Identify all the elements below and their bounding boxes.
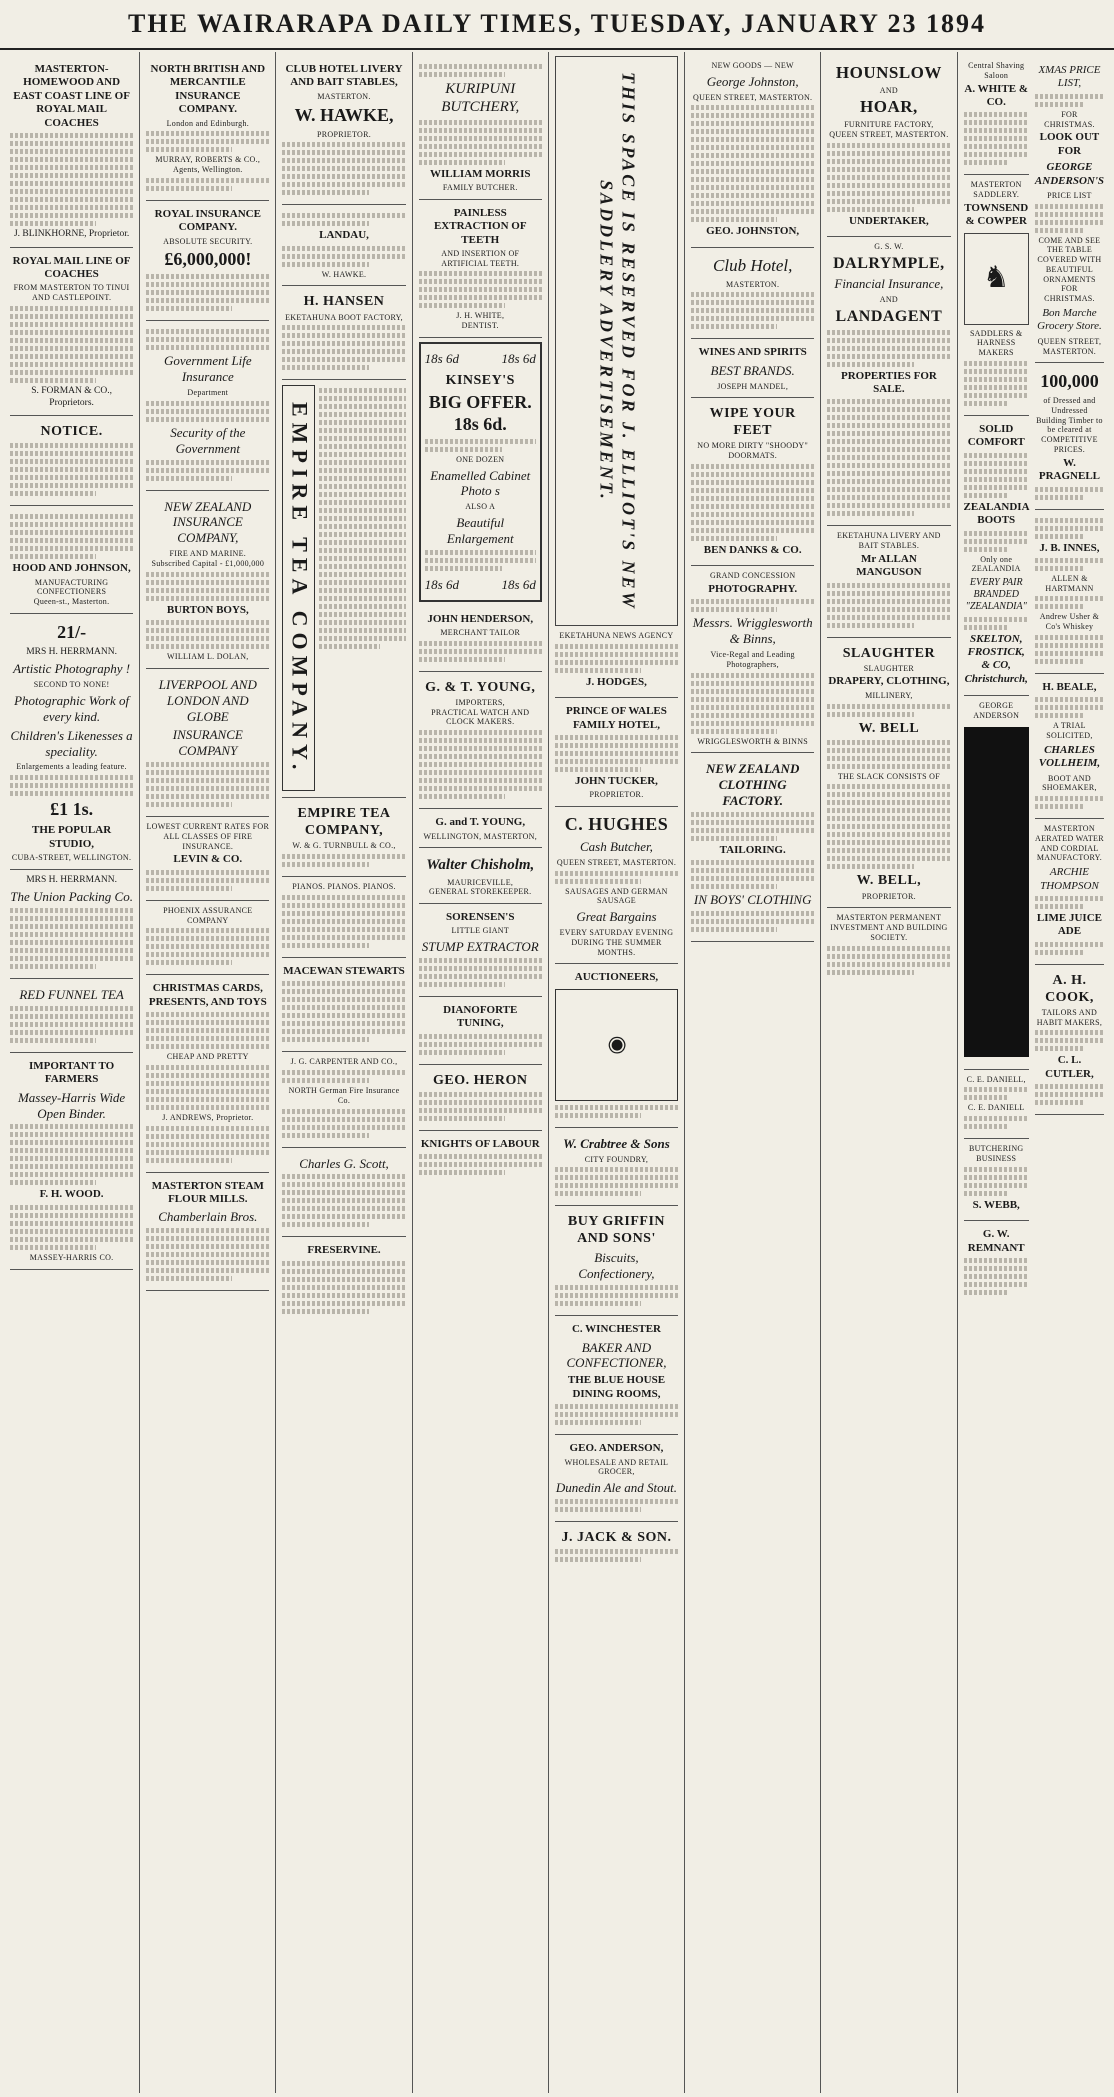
ad-subheading: WELLINGTON, MASTERTON, [423, 831, 538, 841]
macewan-ad [282, 958, 405, 1052]
ad-heading: BURTON BOYS, [166, 603, 249, 616]
solid-comfort-ad [964, 416, 1029, 696]
ad-line: Photographic Work of every kind. [14, 692, 130, 724]
flour-mills-ad [146, 1173, 269, 1292]
ad-role: PRACTICAL WATCH AND CLOCK MAKERS. [431, 707, 530, 727]
ad-location: Queen-st., Masterton. [33, 597, 110, 607]
wines-spirits-ad [691, 339, 814, 398]
prince-of-wales-ad [555, 698, 678, 807]
ad-subheading: TAILORS AND HABIT MAKERS, [1036, 1007, 1103, 1027]
empire-tea-vertical-ad [282, 380, 405, 798]
company-seal-icon: ◉ [601, 1028, 631, 1060]
reserved-space-ad [555, 56, 678, 626]
henderson-ad [419, 606, 542, 672]
ad-subheading: TAILORING. [719, 844, 786, 857]
binder-ad [10, 1053, 133, 1270]
ad-title: DRAPERY, CLOTHING, [828, 675, 950, 688]
confectioners-ad [10, 506, 133, 614]
reserved-space-text: THIS SPACE IS RESERVED FOR J. ELLIOT'S NEW SADDLERY ADVERTISEMENT. [596, 71, 639, 611]
butchering-ad [964, 1139, 1029, 1221]
ad-heading: WIPE YOUR FEET [709, 406, 796, 439]
livery-stables-ad [827, 526, 950, 637]
ad-subheading: THE SLACK CONSISTS OF [837, 771, 940, 781]
ad-subheading: PHOTOGRAPHY. [708, 583, 798, 596]
ad-heading: AUCTIONEERS, [574, 971, 659, 984]
ad-heading: MASTERTON AERATED WATER AND CORDIAL MANUFACTORY. [1035, 824, 1104, 863]
ad-title: LOOK OUT FOR [1039, 131, 1100, 157]
ad-studio: THE POPULAR STUDIO, [32, 824, 112, 850]
freservine-ad [282, 1237, 405, 1322]
ad-name: Mr ALLAN MANGUSON [856, 552, 922, 579]
phoenix-ad [146, 901, 269, 976]
ad-name: BEN DANKS & CO. [703, 543, 802, 556]
anderson-black-ad [964, 696, 1029, 1070]
ad-line: Beautiful Enlargement [446, 515, 514, 546]
union-packing-ad [10, 870, 133, 979]
ad-heading: COME AND SEE [1038, 235, 1101, 245]
ad-name: ARCHIE THOMPSON [1040, 866, 1099, 892]
building-society-ad [827, 908, 950, 983]
ad-subheading: MASTERTON. [726, 279, 780, 289]
cook-tailor-ad [1035, 965, 1104, 1115]
remnant-ad [964, 1221, 1029, 1304]
ad-heading: G. & T. YOUNG, [425, 679, 536, 695]
ad-line: Security of the Government [170, 424, 246, 456]
ad-line: MILLINERY, [865, 690, 913, 700]
kinsey-offer-ad [419, 342, 542, 602]
ad-subheading: MANUFACTURING CONFECTIONERS [34, 577, 109, 597]
ad-subheading: FAMILY BUTCHER. [442, 183, 518, 192]
ad-heading: NEW ZEALAND INSURANCE COMPANY, [164, 498, 252, 546]
ad-title: LANDAGENT [835, 308, 943, 325]
ad-heading: NOTICE. [40, 424, 103, 440]
price: £1 1s. [50, 799, 94, 820]
ad-heading: LIME JUICE ADE [1036, 911, 1102, 938]
ad-heading: G. S. W. [874, 242, 904, 252]
ad-heading: ALLEN & HARTMANN [1045, 573, 1094, 593]
ad-heading: DIANOFORTE TUNING, [443, 1004, 518, 1030]
ad-name: H. HANSEN [303, 294, 385, 310]
ad-heading: XMAS PRICE LIST, [1038, 64, 1101, 90]
ad-name: JOHN HENDERSON, [427, 612, 534, 625]
ad-subheading: EKETAHUNA BOOT FACTORY, [285, 312, 403, 322]
photography-ad [10, 614, 133, 870]
ad-heading: J. G. CARPENTER AND CO., [290, 1057, 398, 1067]
hughes-butcher-ad [555, 807, 678, 964]
innes-ad [1035, 510, 1104, 674]
ad-heading: MACEWAN STEWARTS [283, 964, 405, 977]
ad-heading: GEO. ANDERSON, [569, 1442, 664, 1455]
clothing-factory-ad [691, 753, 814, 942]
ad-heading: PAINLESS EXTRACTION OF TEETH [433, 206, 527, 246]
ad-role: GENERAL STOREKEEPER. [429, 887, 532, 897]
ad-name: H. BEALE, [1042, 680, 1097, 693]
column-5 [549, 52, 685, 2093]
ad-line: Children's Likenesses a speciality. [10, 727, 133, 759]
ad-role: MERCHANT TAILOR [440, 628, 521, 638]
dentist-ad [419, 200, 542, 338]
ad-signature: J. BLINKHORNE, Proprietor. [13, 229, 130, 240]
ad-heading: NEW GOODS — NEW [711, 61, 794, 70]
saddle-icon: ♞ [964, 233, 1029, 325]
ad-connector: AND [879, 85, 899, 95]
ad-location: QUEEN STREET, MASTERTON. [1037, 336, 1102, 356]
ad-heading: LIVERPOOL AND LONDON AND GLOBE [158, 676, 257, 724]
anderson-grocer-ad [555, 1435, 678, 1522]
ad-subheading: Biscuits, Confectionery, [578, 1250, 655, 1282]
ad-line: Enlargements a leading feature. [16, 762, 127, 772]
chisholm-ad [419, 848, 542, 904]
ad-subheading: WHOLESALE AND RETAIL GROCER, [564, 1457, 669, 1477]
ad-subheading: SADDLERS & HARNESS MAKERS [969, 328, 1023, 358]
auctioneers-ad [555, 964, 678, 1127]
christmas-cards-ad [146, 975, 269, 1172]
ad-title: BIG OFFER. 18s 6d. [428, 391, 532, 434]
ad-subheading: CITY FOUNDRY, [584, 1154, 649, 1164]
ad-subheading: SLAUGHTER [863, 663, 915, 673]
ad-subheading: Financial Insurance, [834, 276, 944, 292]
ad-name: HOAR, [860, 97, 918, 117]
ad-heading: MASTERTON-HOMEWOOD AND EAST COAST LINE OF ROYAL MAIL COACHES [13, 63, 130, 129]
ad-line: ALSO A [465, 502, 496, 512]
ad-heading: Charles G. Scott, [299, 1155, 389, 1171]
ad-line: Enamelled Cabinet Photo s [430, 467, 531, 499]
ad-subheading: FROM MASTERTON TO TINUI AND CASTLEPOINT. [13, 283, 130, 303]
column-7 [821, 52, 957, 2093]
ad-heading: CHARLES VOLLHEIM, [1038, 743, 1101, 770]
ad-title: MASSEY-HARRIS CO. [29, 1252, 114, 1262]
ad-heading: GEORGE ANDERSON [973, 701, 1020, 720]
ad-subheading: of Dressed and Undressed Building Timber to be cleared at [1036, 396, 1103, 435]
ad-heading: MASTERTON STEAM FLOUR MILLS. [151, 1179, 264, 1205]
dalrymple-ad [827, 237, 950, 526]
liverpool-ad [146, 669, 269, 817]
ad-heading: C. E. DANIELL, [966, 1074, 1026, 1084]
saddlery-ad [964, 175, 1029, 416]
north-british-ad [146, 56, 269, 201]
ad-heading: SORENSEN'S [446, 911, 515, 924]
doormats-ad [691, 398, 814, 566]
ad-subheading: J. ANDREWS, Proprietor. [162, 1112, 254, 1122]
ad-heading: GEO. HERON [433, 1072, 528, 1088]
ad-name: J. H. WHITE, [456, 311, 505, 321]
column-2 [140, 52, 276, 2093]
ink-blot [964, 727, 1029, 1057]
ad-heading: EKETAHUNA LIVERY AND BAIT STABLES. [837, 531, 941, 551]
kuripuni-ad [419, 56, 542, 200]
ad-title: IN BOYS' CLOTHING [693, 892, 812, 908]
ad-heading: PROPERTIES FOR SALE. [840, 369, 937, 395]
ad-heading: KNIGHTS OF LABOUR [420, 1137, 540, 1150]
ad-name: SKELTON, FROSTICK, & CO, Christchurch, [964, 632, 1028, 685]
column-3 [276, 52, 412, 2093]
ad-heading: FRESERVINE. [307, 1244, 381, 1257]
price: 18s 6d [501, 576, 536, 592]
ad-subheading: Cash Butcher, [579, 839, 653, 855]
column-8b [1035, 56, 1104, 2089]
ad-subheading: BAKER AND CONFECTIONER, [566, 1339, 667, 1371]
ad-name: J. B. INNES, [1039, 541, 1100, 554]
ad-subheading: Vice-Regal and Leading Photographers, [710, 650, 795, 669]
club-hotel-stables-ad [282, 56, 405, 205]
ad-subheading: BOOT AND SHOEMAKER, [1042, 773, 1097, 793]
ad-name: C. L. CUTLER, [1045, 1054, 1094, 1080]
ad-subheading: Only one ZEALANDIA [971, 554, 1021, 574]
news-agency-ad [555, 626, 678, 698]
empire-tea-ad [282, 798, 405, 877]
ad-heading: IMPORTANT TO FARMERS [28, 1059, 115, 1086]
government-life-ad [146, 321, 269, 490]
ad-line: SECOND TO NONE! [33, 680, 110, 690]
ad-signature: W. BELL, [856, 873, 922, 889]
ad-heading: G. W. REMNANT [967, 1228, 1025, 1254]
ad-signature: WRIGGLESWORTH & BINNS [697, 736, 809, 746]
ad-location: CUBA-STREET, WELLINGTON. [11, 852, 132, 862]
ad-name: DALRYMPLE, [833, 254, 945, 272]
price: 18s 6d [424, 350, 459, 366]
ad-heading: ROYAL MAIL LINE OF COACHES [12, 254, 131, 281]
ad-subheading: MAURICEVILLE, [447, 877, 514, 887]
ad-agent: WILLIAM L. DOLAN, [167, 652, 249, 662]
ad-heading: Club Hotel, [713, 255, 793, 275]
ad-name: A. H. COOK, [1045, 972, 1094, 1005]
ad-subheading: IMPORTERS, [455, 697, 505, 707]
ad-heading: NORTH BRITISH AND MERCANTILE INSURANCE COMPANY. [150, 63, 266, 116]
royal-mail-ad [10, 248, 133, 416]
ad-heading: NORTH German Fire Insurance Co. [288, 1086, 400, 1105]
column-8 [958, 52, 1110, 2093]
ad-heading: PIANOS. PIANOS. PIANOS. [292, 882, 396, 892]
carpenter-ad [282, 1052, 405, 1147]
masthead [0, 0, 1114, 50]
ad-heading: C. WINCHESTER [571, 1323, 661, 1336]
ad-heading: C. HUGHES [564, 814, 669, 835]
ad-subheading: A TRIAL SOLICITED, [1046, 721, 1093, 741]
ad-location: QUEEN STREET, MASTERTON. [829, 129, 949, 139]
coach-line-ad [10, 56, 133, 248]
ad-heading: BUY GRIFFIN AND SONS' [567, 1214, 666, 1247]
ad-name: JOSEPH MANDEL, [717, 381, 789, 391]
ad-capital: Subscribed Capital - £1,000,000 [151, 558, 265, 568]
ad-heading: RED FUNNEL TEA [19, 987, 124, 1003]
ad-heading: Artistic Photography ! [13, 661, 131, 677]
column-6 [685, 52, 821, 2093]
ad-heading: Government Life Insurance [163, 353, 252, 385]
ad-signature: S. FORMAN & CO., Proprietors. [31, 385, 112, 408]
heron-ad [419, 1065, 542, 1131]
pianos-ad [282, 877, 405, 958]
ad-name: GEO. JOHNSTON, [706, 225, 800, 238]
ad-heading: Messrs. Wrigglesworth & Binns, [692, 615, 813, 647]
ad-title: George Johnston, [706, 73, 799, 89]
tea-ad [10, 979, 133, 1053]
column-8a [964, 56, 1029, 2089]
ad-name: W. HAWKE, [294, 104, 394, 125]
ad-heading: GRAND CONCESSION [709, 571, 796, 581]
ad-heading: PHOENIX ASSURANCE COMPANY [163, 905, 253, 925]
new-goods-ad [691, 56, 814, 248]
ad-heading: PRINCE OF WALES FAMILY HOTEL, [566, 705, 667, 731]
slaughter-ad [827, 638, 950, 909]
ad-heading: CHEAP AND PRETTY [166, 1052, 249, 1062]
ad-heading: HOOD AND JOHNSON, [12, 562, 131, 575]
ad-heading: ROYAL INSURANCE COMPANY. [154, 207, 261, 234]
shaving-saloon-ad [964, 56, 1029, 175]
ad-heading: J. JACK & SON. [561, 1529, 672, 1545]
ad-subheading: THE TABLE COVERED WITH BEAUTIFUL ORNAMENTS FOR CHRISTMAS. [1037, 245, 1102, 304]
ad-location: QUEEN STREET, MASTERTON. [556, 857, 677, 867]
ad-heading: EKETAHUNA NEWS AGENCY [559, 631, 674, 640]
ad-subheading: EVERY SATURDAY EVENING DURING THE SUMMER MONTHS. [559, 928, 674, 957]
ad-subheading: NO MORE DIRTY "SHOODY" DOORMATS. [697, 441, 809, 461]
ad-heading: WINES AND SPIRITS [698, 346, 807, 359]
ad-subheading: FOR CHRISTMAS. [1044, 109, 1095, 129]
young-ad [419, 809, 542, 848]
ad-signature: W. HAWKE. [321, 269, 367, 279]
ad-subheading: ABSOLUTE SECURITY. [163, 236, 253, 246]
ad-heading: Andrew Usher & Co's Whiskey [1039, 612, 1100, 632]
ad-subheading: London and Edinburgh. [166, 118, 249, 128]
ad-role: PROPRIETOR. [861, 891, 916, 901]
griffin-ad [555, 1206, 678, 1316]
notice-ad [10, 416, 133, 506]
ad-subheading: AND INSERTION OF ARTIFICIAL TEETH. [441, 248, 520, 268]
ad-subheading: FURNITURE FACTORY, [844, 120, 934, 130]
ad-amount: £6,000,000! [164, 249, 252, 270]
price: 21/- [57, 621, 87, 642]
ad-line: ONE DOZEN [456, 454, 505, 464]
hansen-ad [282, 286, 405, 380]
ad-heading: LANDAU, [319, 229, 369, 242]
ad-title: Dunedin Ale and Stout. [555, 1480, 678, 1496]
nz-insurance-ad [146, 491, 269, 669]
fire-insurance-ad [146, 817, 269, 901]
ad-heading: G. and T. YOUNG, [435, 816, 526, 829]
ad-heading: BUTCHERING BUSINESS [968, 1144, 1024, 1163]
ad-heading: SLAUGHTER [842, 645, 936, 661]
ad-heading: LOWEST CURRENT RATES FOR ALL CLASSES OF FIRE INSURANCE. [146, 822, 270, 851]
ad-heading: 100,000 [1040, 371, 1099, 392]
vertical-banner: EMPIRE TEA COMPANY. [282, 385, 315, 791]
landau-ad [282, 205, 405, 286]
ad-title: Massey-Harris Wide Open Binder. [17, 1089, 126, 1121]
column-1 [4, 52, 140, 2093]
columns [4, 52, 1110, 2093]
ad-agent: LEVIN & CO. [173, 853, 243, 866]
ad-heading: EVERY PAIR BRANDED "ZEALANDIA" [965, 577, 1027, 613]
ad-heading: KINSEY'S [445, 372, 515, 388]
piano-tuning-ad [419, 997, 542, 1065]
ad-subheading: MASTERTON. [317, 91, 371, 101]
ad-role: DENTIST. [461, 321, 499, 331]
ad-subheading: Department [187, 388, 229, 398]
ad-role: PROPRIETOR. [589, 790, 644, 800]
ad-role: PROPRIETOR. [317, 129, 372, 139]
knights-labour-ad [419, 1131, 542, 1184]
ad-heading: NEW ZEALAND CLOTHING FACTORY. [706, 761, 800, 809]
ad-heading: MASTERTON PERMANENT INVESTMENT AND BUILDING SOCIETY. [830, 913, 948, 942]
xmas-price-list-ad [1035, 56, 1104, 363]
beale-ad [1035, 674, 1104, 819]
ad-heading: KURIPUNI BUTCHERY, [441, 81, 520, 116]
column-4 [413, 52, 549, 2093]
ad-heading: HOUNSLOW [835, 63, 942, 82]
ad-title: THE BLUE HOUSE DINING ROOMS, [567, 1374, 666, 1400]
ad-location: QUEEN STREET, MASTERTON. [693, 92, 813, 102]
ad-heading: Central Shaving Saloon [968, 61, 1025, 80]
ad-subheading: INSURANCE COMPANY [172, 727, 243, 759]
newspaper-title: THE WAIRARAPA DAILY TIMES, TUESDAY, JANUARY 23 1894 [128, 9, 986, 38]
ad-name: J. HODGES, [586, 675, 647, 688]
ad-heading: CLUB HOTEL LIVERY AND BAIT STABLES, [285, 63, 403, 89]
ad-heading: W. Crabtree & Sons [563, 1135, 670, 1151]
club-hotel-ad [691, 248, 814, 339]
ad-subheading: LITTLE GIANT [451, 926, 510, 936]
royal-insurance-ad [146, 201, 269, 322]
ad-signature: F. H. WOOD. [39, 1188, 104, 1201]
ad-name: GEORGE ANDERSON'S [1034, 161, 1104, 187]
ad-title: Bon Marche Grocery Store. [1037, 306, 1102, 333]
young-importers-ad [419, 672, 542, 809]
ad-title: Great Bargains [576, 909, 657, 925]
ad-subheading: W. & G. TURNBULL & CO., [292, 841, 396, 851]
ad-heading: SOLID COMFORT [967, 422, 1025, 449]
ad-heading: SAUSAGES AND GERMAN SAUSAGE [565, 886, 668, 906]
photography-concession-ad [691, 566, 814, 753]
ad-title: COMPETITIVE PRICES. [1041, 435, 1098, 454]
winchester-ad [555, 1316, 678, 1435]
price: 18s 6d [424, 576, 459, 592]
ad-heading: WILLIAM MORRIS [429, 167, 531, 180]
ad-heading: CHRISTMAS CARDS, PRESENTS, AND TOYS [148, 982, 267, 1008]
aerated-water-ad [1035, 819, 1104, 965]
ad-title: Chamberlain Bros. [158, 1209, 258, 1225]
ad-subheading: C. E. DANIELL [967, 1103, 1025, 1113]
price: 18s 6d [501, 350, 536, 366]
ad-heading: The Union Packing Co. [10, 889, 133, 905]
ad-name: MRS H. HERRMANN. [26, 646, 117, 657]
daniell-ad [964, 1070, 1029, 1140]
ad-agent: MURRAY, ROBERTS & CO., Agents, Wellington. [155, 155, 261, 175]
ad-connector: AND [879, 295, 899, 305]
timber-ad [1035, 363, 1104, 509]
stump-extractor-ad [419, 904, 542, 997]
crabtree-ad [555, 1128, 678, 1207]
ad-role: UNDERTAKER, [849, 214, 929, 227]
ad-heading: MASTERTON SADDLERY. [970, 180, 1022, 200]
ad-subheading: FIRE AND MARINE. [169, 549, 247, 559]
ad-name: A. WHITE & CO. [964, 82, 1029, 108]
ad-name: TOWNSEND & COWPER [964, 201, 1029, 228]
jack-son-ad [555, 1522, 678, 1571]
ad-name: MRS H. HERRMANN. [26, 874, 117, 885]
ad-name: W. PRAGNELL [1038, 456, 1101, 483]
ad-heading: ZEALANDIA BOOTS [963, 500, 1030, 527]
hounslow-hoar-ad [827, 56, 950, 237]
ad-heading: Walter Chisholm, [426, 857, 535, 874]
ad-name: W. BELL [858, 720, 920, 736]
ad-subheading: BEST BRANDS. [710, 362, 795, 378]
ad-name: S. WEBB, [972, 1198, 1020, 1211]
scott-ad [282, 1148, 405, 1238]
ad-heading: EMPIRE TEA COMPANY, [297, 806, 391, 839]
ad-title: STUMP EXTRACTOR [421, 939, 539, 955]
ad-list: PRICE LIST [1047, 190, 1092, 200]
ad-name: JOHN TUCKER, [575, 774, 658, 787]
